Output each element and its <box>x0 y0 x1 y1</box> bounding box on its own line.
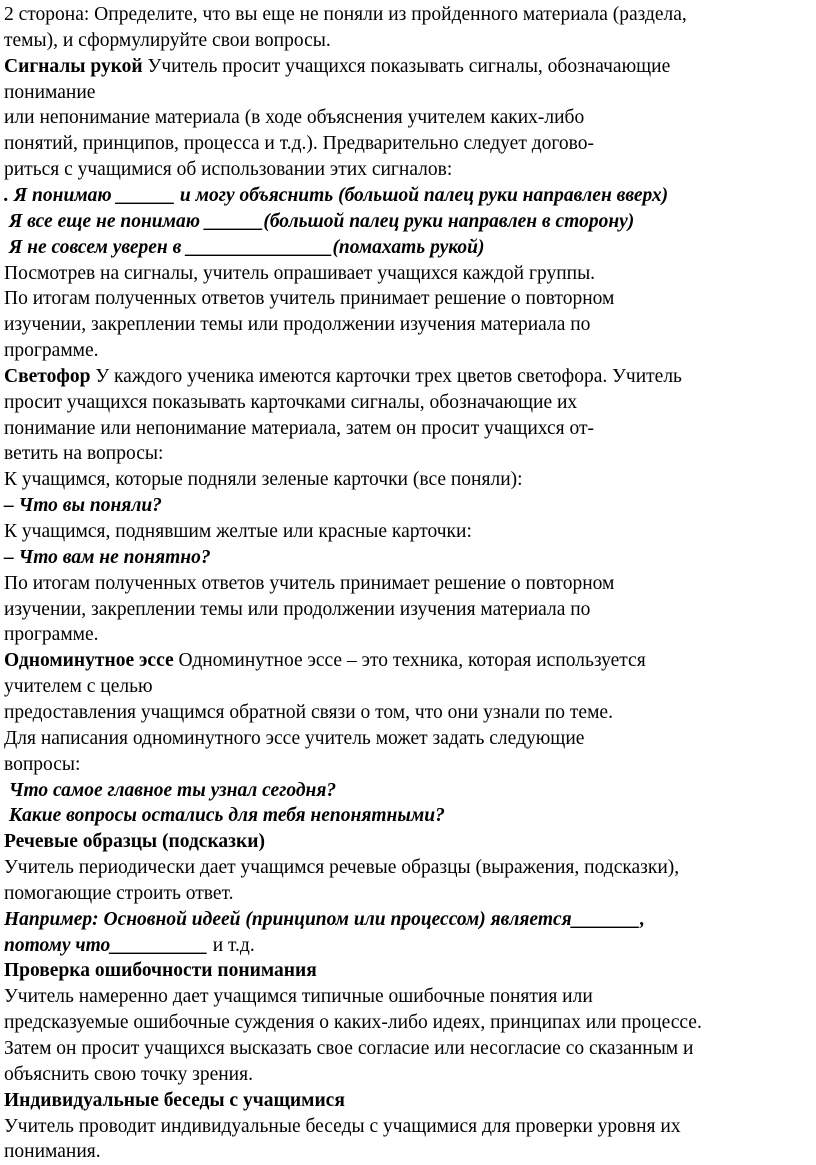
text-line <box>4 674 153 700</box>
text-line <box>4 597 590 623</box>
emphasis-text: Что самое главное ты узнал сегодня? <box>4 779 337 801</box>
text-line <box>4 1010 702 1036</box>
body-text: Посмотрев на сигналы, учитель опрашивает учащихся каждой группы. <box>4 262 596 284</box>
body-text: Затем он просит учащихся высказать свое согласие или несогласие со сказанным и <box>4 1038 694 1059</box>
text-line <box>4 131 594 157</box>
body-text: и т.д. <box>207 934 255 956</box>
text-line <box>4 235 484 261</box>
text-line <box>4 829 265 855</box>
emphasis-text: потому что__________ <box>4 934 208 956</box>
text-line <box>4 778 336 804</box>
emphasis-text: Например: Основной идеей (принципом или процессом) является_______, <box>4 908 645 930</box>
text-line <box>4 907 645 933</box>
section-heading: Сигналы рукой <box>4 55 143 77</box>
text-line <box>4 183 668 209</box>
text-line <box>4 105 584 131</box>
text-line <box>4 726 584 752</box>
text-line <box>4 338 99 364</box>
body-text: По итогам полученных ответов учитель принимает решение о повторном <box>4 572 615 594</box>
body-text: По итогам полученных ответов учитель принимает решение о повторном <box>4 288 615 310</box>
emphasis-text: . Я понимаю ______ и могу объяснить (большой палец руки направлен вверх) <box>4 184 669 206</box>
text-line <box>4 700 613 726</box>
body-text: предсказуемые ошибочные суждения о каких-либо идеях, принципах или процессе. <box>4 1012 702 1034</box>
text-line <box>4 881 233 907</box>
body-text: ветить на вопросы: <box>4 443 164 465</box>
text-line <box>4 441 163 467</box>
body-text: Учитель периодически дает учащимся речевые образцы (выражения, подсказки), <box>4 857 680 879</box>
text-line <box>4 984 593 1010</box>
text-line <box>4 622 99 648</box>
text-line <box>4 1088 345 1114</box>
text-line <box>4 519 472 545</box>
text-line <box>4 958 317 984</box>
body-text: программе. <box>4 624 99 646</box>
emphasis-text: Я все еще не понимаю ______(большой палец руки направлен в сторону) <box>4 210 635 232</box>
text-line <box>4 933 255 959</box>
text-line <box>4 261 595 287</box>
body-text: понимание <box>4 81 96 103</box>
text-line <box>4 390 577 416</box>
body-text: понятий, принципов, процесса и т.д.). Предварительно следует догово- <box>4 133 594 155</box>
emphasis-text: – Что вы поняли? <box>4 495 162 517</box>
body-text: помогающие строить ответ. <box>4 882 234 904</box>
emphasis-text: Какие вопросы остались для тебя непонятными? <box>4 805 445 827</box>
text-line <box>4 28 331 54</box>
section-heading: Индивидуальные беседы с учащимися <box>4 1089 345 1111</box>
section-heading: Светофор <box>4 365 91 387</box>
body-text: просит учащихся показывать карточками сигналы, обозначающие их <box>4 391 578 413</box>
text-line <box>4 312 590 338</box>
text-line <box>4 752 80 778</box>
body-text: Одноминутное эссе – это техника, которая используется <box>173 650 646 672</box>
text-line <box>4 571 614 597</box>
body-text: темы), и сформулируйте свои вопросы. <box>4 29 331 51</box>
body-text: программе. <box>4 340 99 362</box>
body-text: риться с учащимися об использовании этих сигналов: <box>4 159 453 181</box>
body-text: или непонимание материала (в ходе объяснения учителем каких-либо <box>4 107 585 129</box>
body-text: К учащимся, которые подняли зеленые карточки (все поняли): <box>4 469 523 491</box>
body-text: учителем с целью <box>4 676 153 698</box>
text-line <box>4 286 614 312</box>
body-text: изучении, закреплении темы или продолжении изучения материала по <box>4 314 591 336</box>
emphasis-text: Я не совсем уверен в _______________(помахать рукой) <box>4 236 485 258</box>
text-line <box>4 1036 693 1062</box>
text-line <box>4 157 452 183</box>
text-line <box>4 855 679 881</box>
text-line <box>4 1139 101 1165</box>
text-line <box>4 2 687 28</box>
text-line <box>4 416 594 442</box>
body-text: Учитель проводит индивидуальные беседы с учащимися для проверки уровня их <box>4 1115 681 1137</box>
text-line <box>4 545 211 571</box>
section-heading: Речевые образцы (подсказки) <box>4 831 265 853</box>
body-text: Для написания одноминутного эссе учитель может задать следующие <box>4 727 585 749</box>
text-line <box>4 54 670 80</box>
text-line <box>4 209 634 235</box>
text-line <box>4 803 445 829</box>
emphasis-text: – Что вам не понятно? <box>4 546 211 568</box>
body-text: вопросы: <box>4 753 81 775</box>
body-text: изучении, закреплении темы или продолжении изучения материала по <box>4 598 591 620</box>
body-text: К учащимся, поднявшим желтые или красные карточки: <box>4 521 472 542</box>
section-heading: Проверка ошибочности понимания <box>4 960 317 982</box>
body-text: 2 сторона: Определите, что вы еще не поняли из пройденного материала (раздела, <box>4 4 687 25</box>
text-line <box>4 1114 681 1140</box>
body-text: Учитель намеренно дает учащимся типичные ошибочные понятия или <box>4 986 593 1008</box>
text-line <box>4 1062 253 1088</box>
body-text: У каждого ученика имеются карточки трех цветов светофора. Учитель <box>90 365 682 387</box>
body-text: Учитель просит учащихся показывать сигналы, обозначающие <box>142 55 671 77</box>
section-heading: Одноминутное эссе <box>4 650 174 672</box>
text-line <box>4 493 162 519</box>
text-line <box>4 364 682 390</box>
text-line <box>4 467 523 493</box>
text-line <box>4 80 95 106</box>
body-text: понимание или непонимание материала, затем он просит учащихся от- <box>4 417 594 439</box>
text-line <box>4 648 646 674</box>
body-text: понимания. <box>4 1141 101 1163</box>
body-text: объяснить свою точку зрения. <box>4 1063 253 1085</box>
body-text: предоставления учащимся обратной связи о том, что они узнали по теме. <box>4 701 613 723</box>
